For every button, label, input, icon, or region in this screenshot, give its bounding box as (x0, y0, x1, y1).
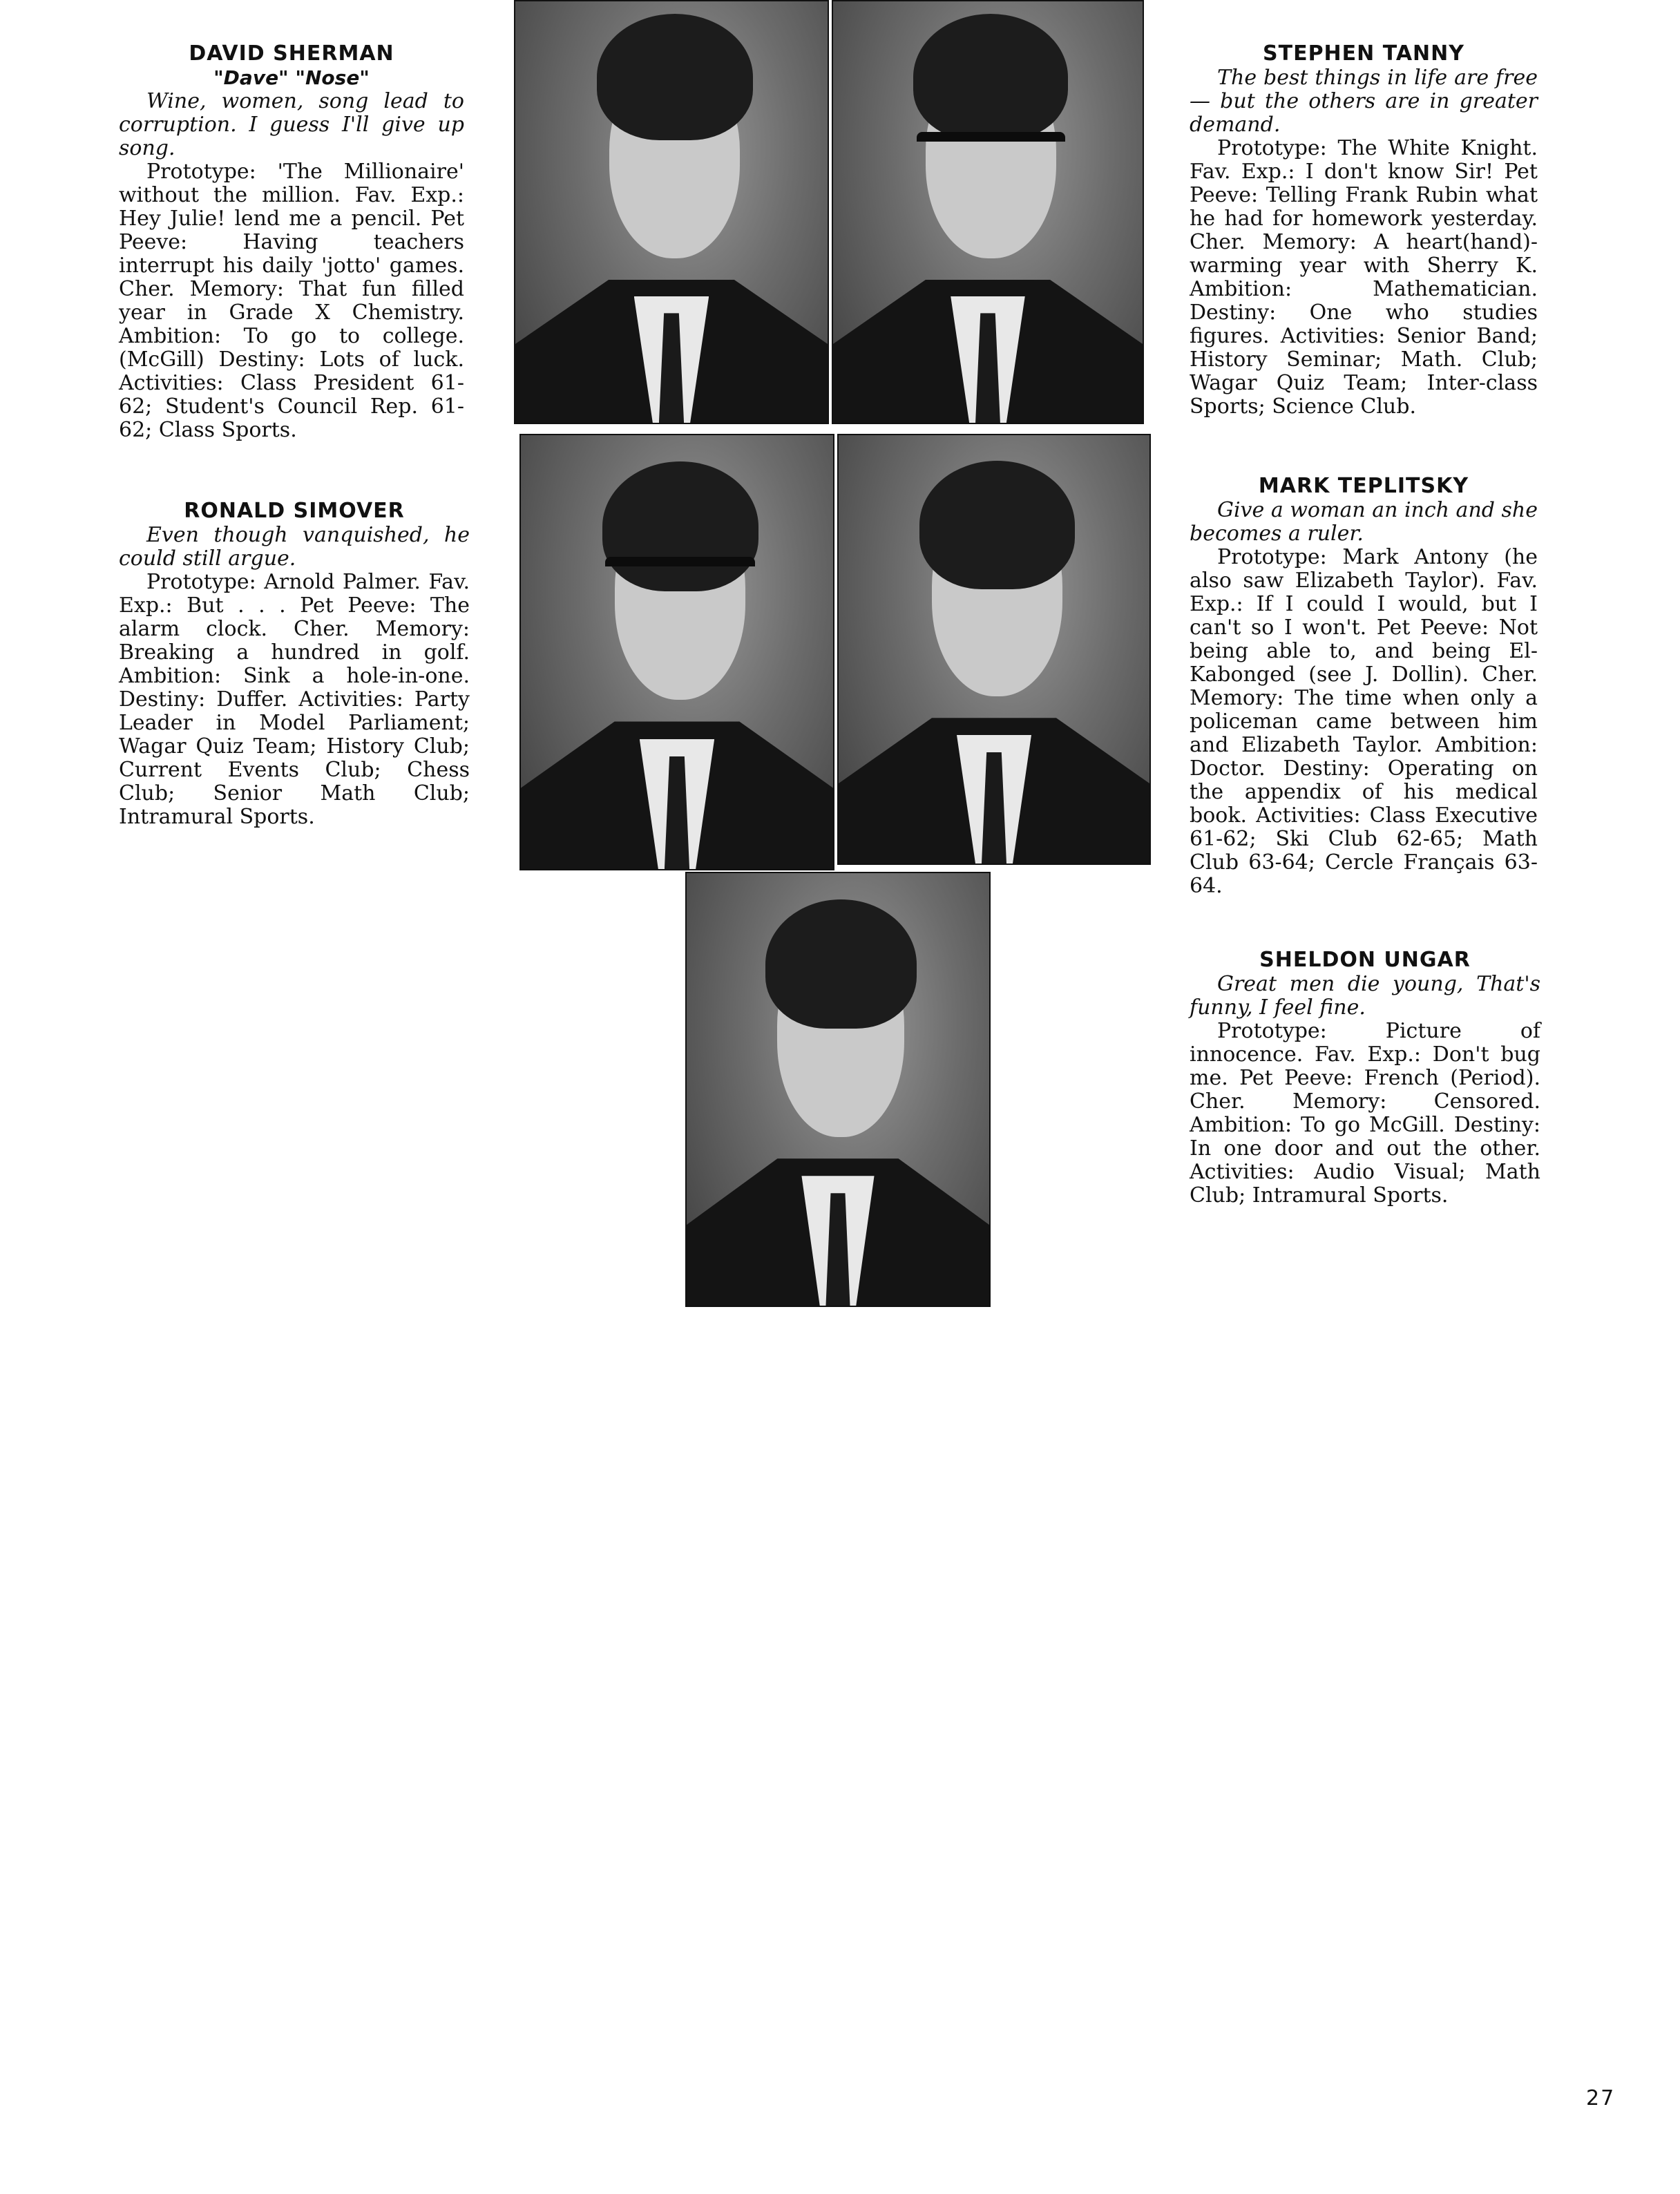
entry-mark-teplitsky (1190, 474, 1538, 898)
portrait-photo-sherman (514, 0, 829, 424)
entry-sheldon-ungar (1190, 948, 1540, 1208)
student-write-up: Prototype: Arnold Palmer. Fav. Exp.: But . . . Pet Peeve: The alarm clock. Cher. Memory: Breaking a hundred in golf. Ambition: Sink a hole-in-one. Destiny: Duffer. Activities: Party Leader in Model Parliament; Wagar Quiz Team; History Club; Current Events Club; Chess Club; Senior Math Club; Intramural Sports. (119, 570, 470, 829)
student-write-up: Prototype: Mark Antony (he also saw Elizabeth Taylor). Fav. Exp.: If I could I would, but I can't so I won't. Pet Peeve: Not being able to, and being El-Kabonged (see J. Dollin). Cher. Memory: The time when only a policeman came between him and Elizabeth Taylor. Ambition: Doctor. Destiny: Operating on the appendix of his medical book. Activities: Class Executive 61-62; Ski Club 62-65; Math Club 63-64; Cercle Français 63-64. (1190, 545, 1538, 898)
student-write-up: Prototype: The White Knight. Fav. Exp.: I don't know Sir! Pet Peeve: Telling Frank Rubin what he had for homework yesterday. Cher. Memory: A heart(hand)-warming year with Sherry K. Ambition: Mathematician. Destiny: One who studies figures. Activities: Senior Band; History Seminar; Math. Club; Wagar Quiz Team; Inter-class Sports; Science Club. (1190, 136, 1538, 419)
student-motto: Wine, women, song lead to corruption. I guess I'll give up song. (119, 89, 464, 160)
student-motto: Great men die young, That's funny, I feel fine. (1190, 972, 1540, 1020)
student-write-up: Prototype: 'The Millionaire' without the million. Fav. Exp.: Hey Julie! lend me a pencil. Pet Peeve: Having teachers interrupt his daily 'jotto' games. Cher. Memory: That fun filled year in Grade X Chemistry. Ambition: To go to college. (McGill) Destiny: Lots of luck. Activities: Class President 61-62; Student's Council Rep. 61-62; Class Sports. (119, 160, 464, 442)
entry-ronald-simover (119, 499, 470, 829)
student-name: STEPHEN TANNY (1263, 41, 1464, 66)
portrait-photo-simover (519, 434, 834, 870)
entry-david-sherman (119, 41, 464, 442)
portrait-photo-tanny (832, 0, 1144, 424)
student-name: SHELDON UNGAR (1259, 948, 1471, 972)
student-motto: Give a woman an inch and she becomes a ruler. (1190, 498, 1538, 546)
student-motto: The best things in life are free — but the others are in greater demand. (1190, 66, 1538, 137)
student-motto: Even though vanquished, he could still argue. (119, 523, 470, 571)
student-write-up: Prototype: Picture of innocence. Fav. Exp.: Don't bug me. Pet Peeve: French (Period). Cher. Memory: Censored. Ambition: To go McGill. Destiny: In one door and out the other. Activities: Audio Visual; Math Club; Intramural Sports. (1190, 1019, 1540, 1208)
student-name: RONALD SIMOVER (184, 499, 405, 523)
entry-stephen-tanny (1190, 41, 1538, 419)
portrait-photo-ungar (685, 872, 991, 1307)
student-name: MARK TEPLITSKY (1258, 474, 1469, 498)
portrait-photo-teplitsky (837, 434, 1151, 865)
student-nickname: "Dave" "Nose" (213, 66, 370, 89)
page-number: 27 (1586, 2086, 1616, 2110)
student-name: DAVID SHERMAN (189, 41, 394, 66)
